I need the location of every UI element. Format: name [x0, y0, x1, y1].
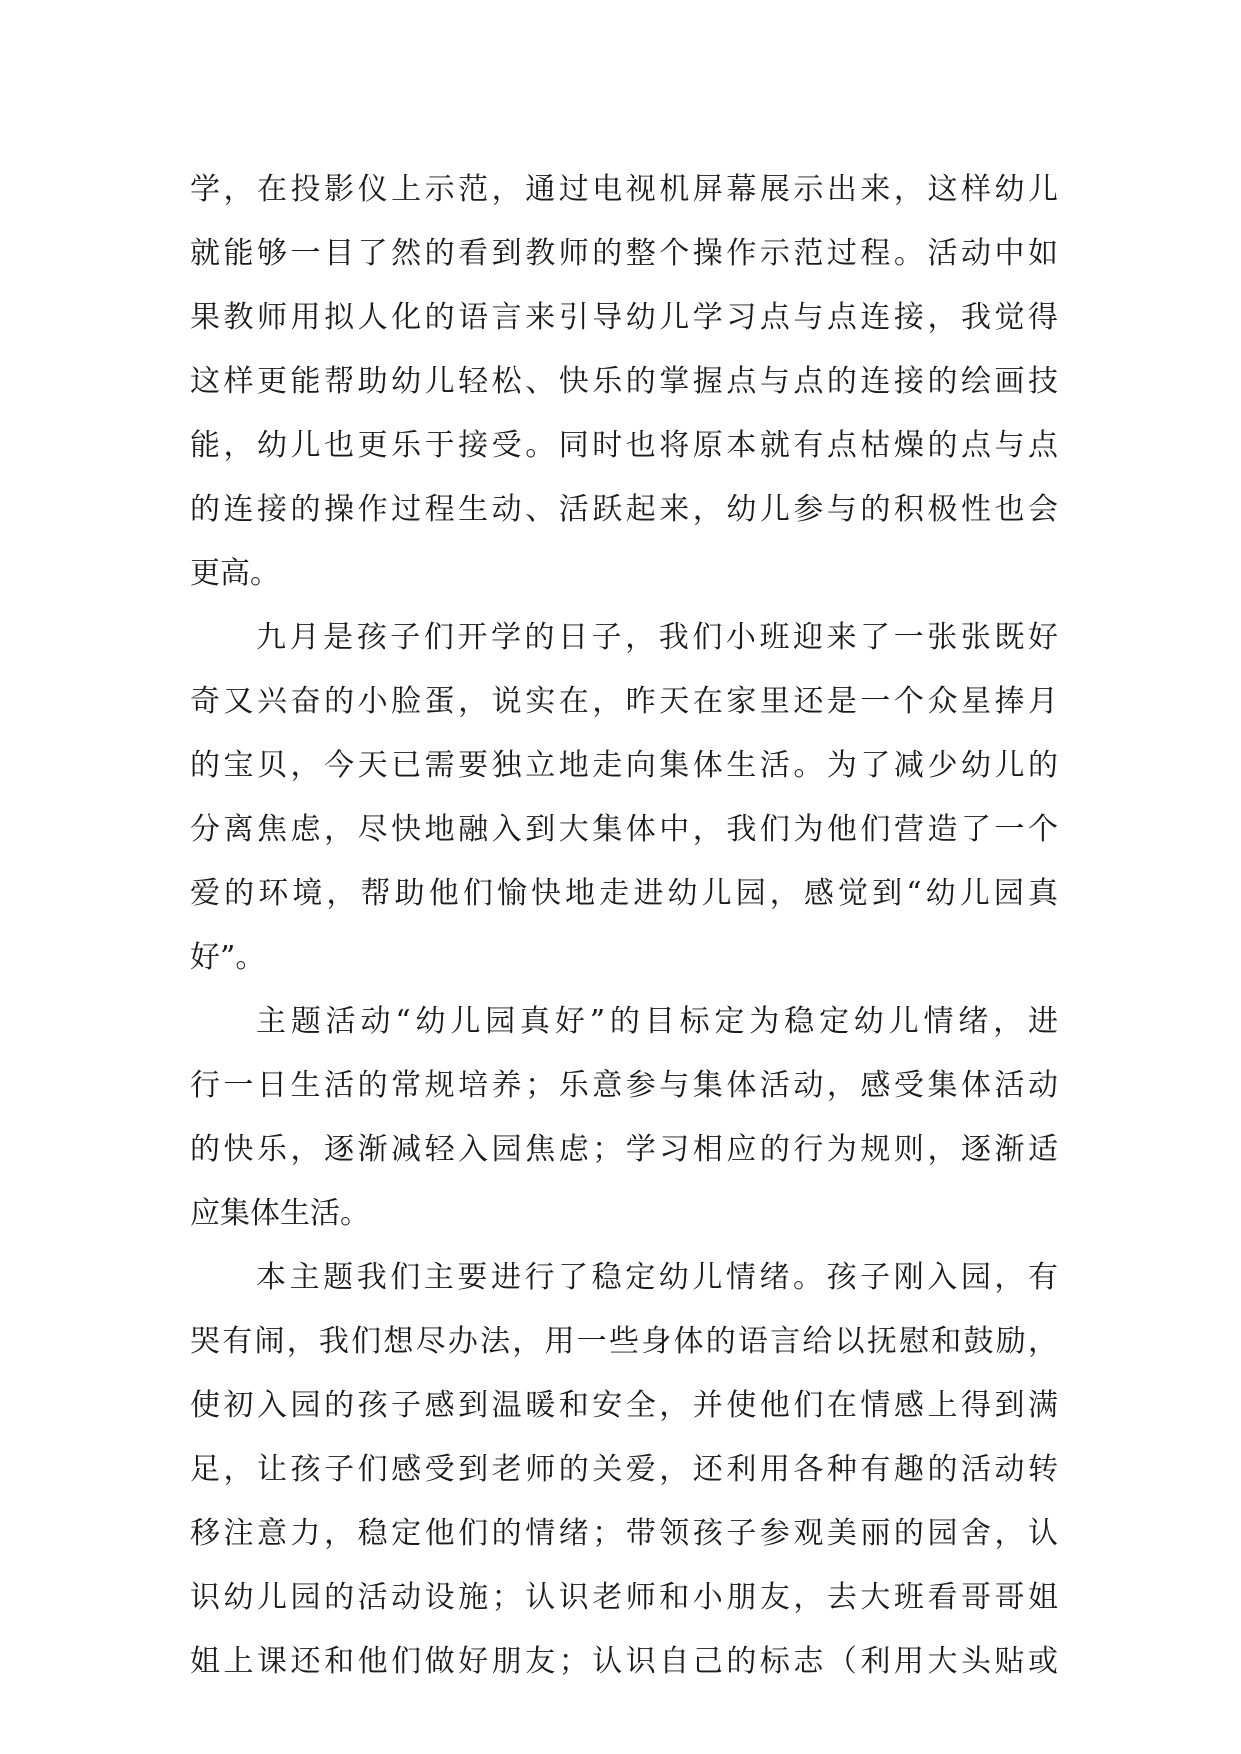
document-body [190, 158, 1058, 1694]
text-line: 行一日生活的常规培养；乐意参与集体活动，感受集体活动 [190, 1068, 1058, 1103]
paragraph-1 [190, 158, 1058, 606]
text-line: 姐上课还和他们做好朋友；认识自己的标志（利用大头贴或 [190, 1644, 1058, 1679]
text-line: 九月是孩子们开学的日子，我们小班迎来了一张张既好 [256, 620, 1058, 655]
text-line: 主题活动“幼儿园真好”的目标定为稳定幼儿情绪，进 [256, 1004, 1058, 1039]
text-line: 果教师用拟人化的语言来引导幼儿学习点与点连接，我觉得 [190, 300, 1058, 335]
text-line: 爱的环境，帮助他们愉快地走进幼儿园，感觉到“幼儿园真 [190, 876, 1058, 911]
text-line: 哭有闹，我们想尽办法，用一些身体的语言给以抚慰和鼓励， [190, 1324, 1058, 1359]
text-line: 就能够一目了然的看到教师的整个操作示范过程。活动中如 [190, 236, 1058, 271]
text-line: 使初入园的孩子感到温暖和安全，并使他们在情感上得到满 [190, 1388, 1058, 1423]
text-line: 能，幼儿也更乐于接受。同时也将原本就有点枯燥的点与点 [190, 428, 1058, 463]
text-line: 学，在投影仪上示范，通过电视机屏幕展示出来，这样幼儿 [190, 172, 1058, 207]
text-line: 分离焦虑，尽快地融入到大集体中，我们为他们营造了一个 [190, 812, 1058, 847]
text-line: 移注意力，稳定他们的情绪；带领孩子参观美丽的园舍，认 [190, 1516, 1058, 1551]
text-line: 奇又兴奋的小脸蛋，说实在，昨天在家里还是一个众星捧月 [190, 684, 1058, 719]
paragraph-4 [190, 1246, 1058, 1694]
text-line: 本主题我们主要进行了稳定幼儿情绪。孩子刚入园，有 [256, 1260, 1058, 1295]
text-line: 好”。 [190, 940, 266, 975]
paragraph-2 [190, 606, 1058, 990]
text-line: 足，让孩子们感受到老师的关爱，还利用各种有趣的活动转 [190, 1452, 1058, 1487]
text-line: 的连接的操作过程生动、活跃起来，幼儿参与的积极性也会 [190, 492, 1058, 527]
text-line: 这样更能帮助幼儿轻松、快乐的掌握点与点的连接的绘画技 [190, 364, 1058, 399]
text-line: 的宝贝，今天已需要独立地走向集体生活。为了减少幼儿的 [190, 748, 1058, 783]
text-line: 的快乐，逐渐减轻入园焦虑；学习相应的行为规则，逐渐适 [190, 1132, 1058, 1167]
text-line: 识幼儿园的活动设施；认识老师和小朋友，去大班看哥哥姐 [190, 1580, 1058, 1615]
paragraph-3 [190, 990, 1058, 1246]
text-line: 应集体生活。 [190, 1196, 370, 1231]
text-line: 更高。 [190, 556, 280, 591]
